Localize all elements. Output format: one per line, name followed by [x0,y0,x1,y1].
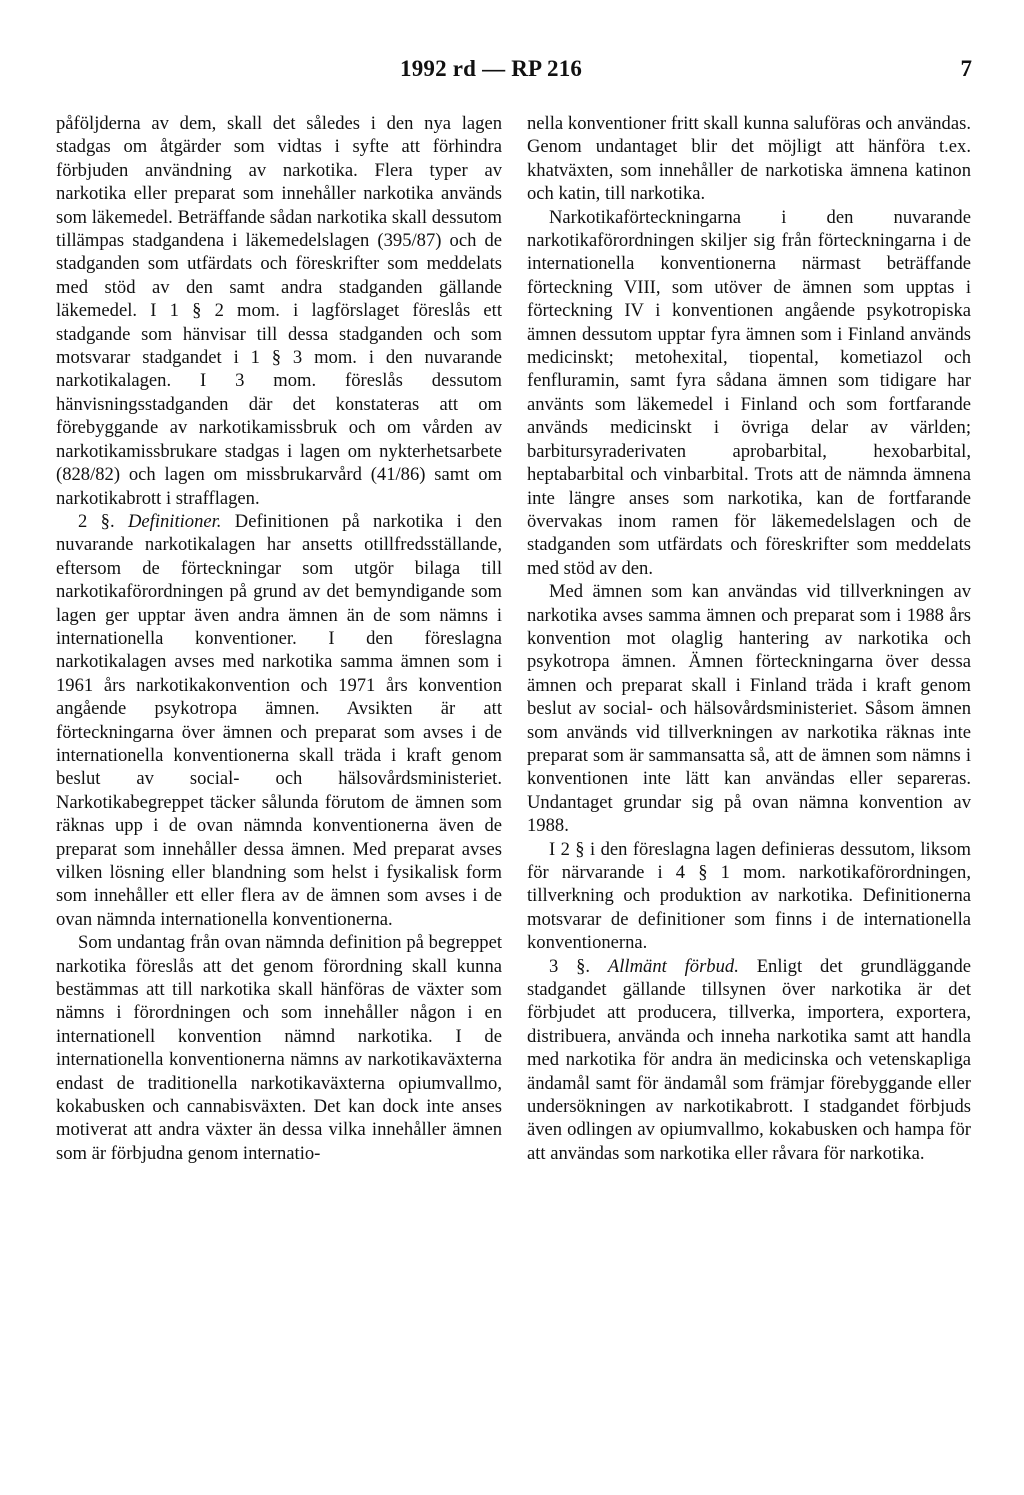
paragraph-text: påföljderna av dem, skall det således i den nya lagen stadgas om åtgärder som vidtas i syfte att förhindra förbjuden användning av narkotika. Flera typer av narkotika eller preparat som innehåller narkotika används som läkemedel. Beträffande sådan narkotika skall dessutom tillämpas stadgandena i läkemedelslagen (395/87) och de stadganden som utfärdats och föreskrifter som meddelats med stöd av den samt andra stadganden gällande läkemedel. I 1 § 2 mom. i lagförslaget föreslås ett stadgande som hänvisar till dessa stadganden och som motsvarar stadgandet i 1 § 3 mom. i den nuvarande narkotikalagen. I 3 mom. föreslås dessutom hänvisningsstadganden där det konstateras att om förebyggande av narkotikamissbruk och om vården av narkotikamissbrukare stadgas i lagen om nykterhetsarbete (828/82) och lagen om missbrukarvård (41/86) samt om narkotikabrott i strafflagen. [56,113,502,509]
paragraph [527,838,971,955]
paragraph [527,580,971,837]
page-header [0,56,1024,90]
paragraph [527,206,971,581]
section-heading: Definitioner. [127,510,222,532]
paragraph [527,112,971,206]
page-number: 7 [960,56,972,81]
paragraph [56,112,502,510]
section-paragraph [527,955,971,1166]
section-number: 2 §. [78,510,128,532]
section-number: 3 §. [549,955,608,977]
header-title: 1992 rd — RP 216 [400,56,583,81]
right-column [527,112,971,1165]
left-column [56,112,502,1165]
paragraph-text: Enligt det grundläggande stadgandet gällande tillsynen över narkotika är det förbjudet att producera, tillverka, importera, exportera, distribuera, använda och inneha narkotika samt att handla med narkotika för andra än medicinska och vetenskapliga ändamål samt för ändamål som främjar förebyggande eller undersökningen av narkotikabrott. I stadgandet förbjuds även odlingen av opiumvallmo, kokabusken och hampa för att användas som narkotika eller råvara för narkotika. [527,955,971,1164]
paragraph-text: Narkotikaförteckningarna i den nuvarande narkotikaförordningen skiljer sig från förteckningarna i de internationella konventionerna närmast beträffande förteckning VIII, som utöver de ämnen som upptas i förteckning IV i konventionen angående psykotropiska ämnen dessutom upptar fyra ämnen som i Finland används medicinskt; metohexital, tiopental, kometiazol och fenfluramin, samt fyra sådana ämnen som tidigare har använts som läkemedel i Finland och som fortfarande används medicinskt i övriga delar av världen; barbitursyraderivaten aprobarbital, hexobarbital, heptabarbital och vinbarbital. Trots att de nämnda ämnena inte längre anses som narkotika, kan de fortfarande övervakas inom ramen för läkemedelslagen och de stadganden som utfärdats och föreskrifter som meddelats med stöd av den. [527,206,971,579]
paragraph [56,931,502,1165]
paragraph-text: I 2 § i den föreslagna lagen definieras dessutom, liksom för närvarande i 4 § 1 mom. narkotikaförordningen, tillverkning och produktion av narkotika. Definitionerna motsvarar de definitioner som finns i de internationella konventionerna. [527,838,971,954]
paragraph-text: Definitionen på narkotika i den nuvarande narkotikalagen har ansetts otillfredsställande, eftersom de förteckningar som utgör bilaga till narkotikaförordningen på grund av det bemyndigande som lagen ger upptar även andra ämnen än de som nämns i internationella konventioner. I den föreslagna narkotikalagen avses med narkotika samma ämnen som i 1961 års narkotikakonvention och 1971 års konvention angående psykotropa ämnen. Avsikten är att förteckningarna över ämnen och preparat som avses i de internationella konventionerna skall träda i kraft genom beslut av social- och hälsovårdsministeriet. Narkotikabegreppet täcker sålunda förutom de ämnen som räknas upp i de ovan nämnda konventionerna även de preparat som innehåller dessa ämnen. Med preparat avses vilken lösning eller blandning som helst i fysikalisk form som innehåller ett eller flera av de ämnen som avses i de ovan nämnda internationella konventionerna. [56,510,502,930]
section-paragraph [56,510,502,931]
paragraph-text: nella konventioner fritt skall kunna saluföras och användas. Genom undantaget blir det möjligt att hänföra t.ex. khatväxten, som innehåller de narkotiska ämnena katinon och katin, till narkotika. [527,113,971,205]
paragraph-text: Med ämnen som kan användas vid tillverkningen av narkotika avses samma ämnen och preparat som i 1988 års konvention mot olaglig hantering av narkotika och psykotropa ämnen. Ämnen förteckningarna över dessa ämnen och preparat skall i Finland träda i kraft genom beslut av social- och hälsovårdsministeriet. Såsom ämnen som används vid tillverkningen av narkotika räknas inte preparat som är sammansatta så, att de ämnen som nämns i konventionen inte lätt kan användas eller separeras. Undantaget grundar sig på ovan nämna konvention av 1988. [527,581,971,837]
paragraph-text: Som undantag från ovan nämnda definition på begreppet narkotika föreslås att det genom förordning skall kunna bestämmas att till narkotika skall hänföras de växter som nämns i förordningen och som innehåller någon i en internationell konvention nämnd narkotika. I de internationella konventionerna nämns av narkotikaväxterna endast de traditionella narkotikaväxterna opiumvallmo, kokabusken och cannabisväxten. Det kan dock inte anses motiverat att andra växter än dessa vilka innehåller ämnen som är förbjudna genom internatio- [56,932,502,1164]
section-heading: Allmänt förbud. [607,955,739,977]
